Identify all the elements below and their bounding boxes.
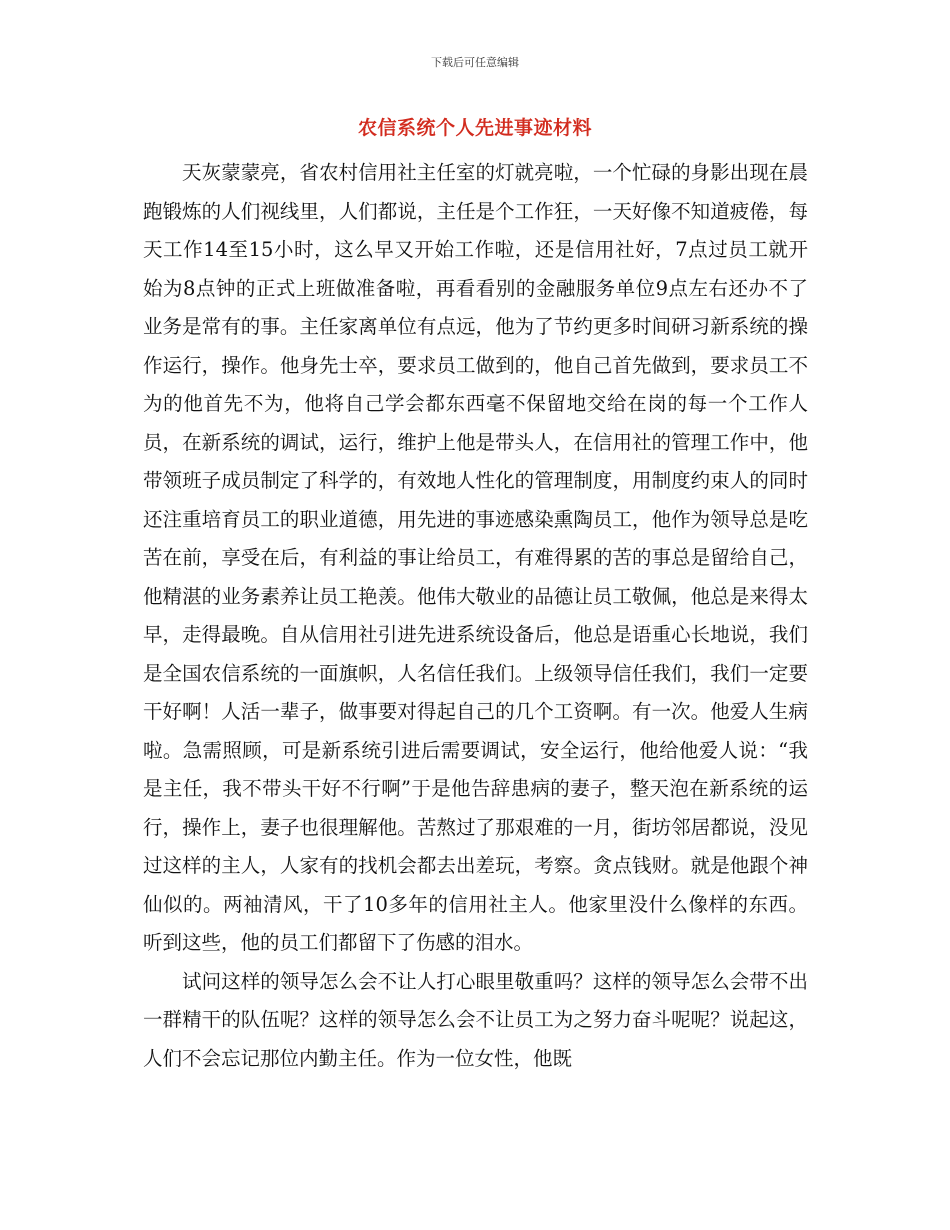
header-note: 下载后可任意编辑 (431, 56, 519, 69)
paragraph: 试问这样的领导怎么会不让人打心眼里敬重吗？这样的领导怎么会带不出一群精干的队伍呢？这样的领导怎么会不让员工为之努力奋斗呢呢？说起这，人们不会忘记那位内勤主任。作为一位女性，他既 (143, 969, 808, 1070)
document-body (143, 154, 808, 1078)
document-title: 农信系统个人先进事迹材料 (357, 117, 592, 139)
paragraph: 天灰蒙蒙亮，省农村信用社主任室的灯就亮啦，一个忙碌的身影出现在晨跑锻炼的人们视线里，人们都说，主任是个工作狂，一天好像不知道疲倦，每天工作14至15小时，这么早又开始工作啦，还是信用社好，7点过员工就开始为8点钟的正式上班做准备啦，再看看别的金融服务单位9点左右还办不了业务是常有的事。主任家离单位有点远，他为了节约更多时间研习新系统的操作运行，操作。他身先士卒，要求员工做到的，他自己首先做到，要求员工不为的他首先不为，他将自己学会都东西毫不保留地交给在岗的每一个工作人员，在新系统的调试，运行，维护上他是带头人，在信用社的管理工作中，他带领班子成员制定了科学的，有效地人性化的管理制度，用制度约束人的同时还注重培育员工的职业道德，用先进的事迹感染熏陶员工，他作为领导总是吃苦在前，享受在后，有利益的事让给员工，有难得累的苦的事总是留给自己，他精湛的业务素养让员工艳羡。他伟大敬业的品德让员工敬佩，他总是来得太早，走得最晚。自从信用社引进先进系统设备后，他总是语重心长地说，我们是全国农信系统的一面旗帜，人名信任我们。上级领导信任我们，我们一定要干好啊！人活一辈子，做事要对得起自己的几个工资啊。有一次。他爱人生病啦。急需照顾，可是新系统引进后需要调试，安全运行，他给他爱人说：“我是主任，我不带头干好不行啊”于是他告辞患病的妻子，整天泡在新系统的运行，操作上，妻子也很理解他。苦熬过了那艰难的一月，街坊邻居都说，没见过这样的主人，人家有的找机会都去出差玩，考察。贪点钱财。就是他跟个神仙似的。两袖清风，干了10多年的信用社主人。他家里没什么像样的东西。听到这些，他的员工们都留下了伤感的泪水。 (143, 161, 808, 954)
